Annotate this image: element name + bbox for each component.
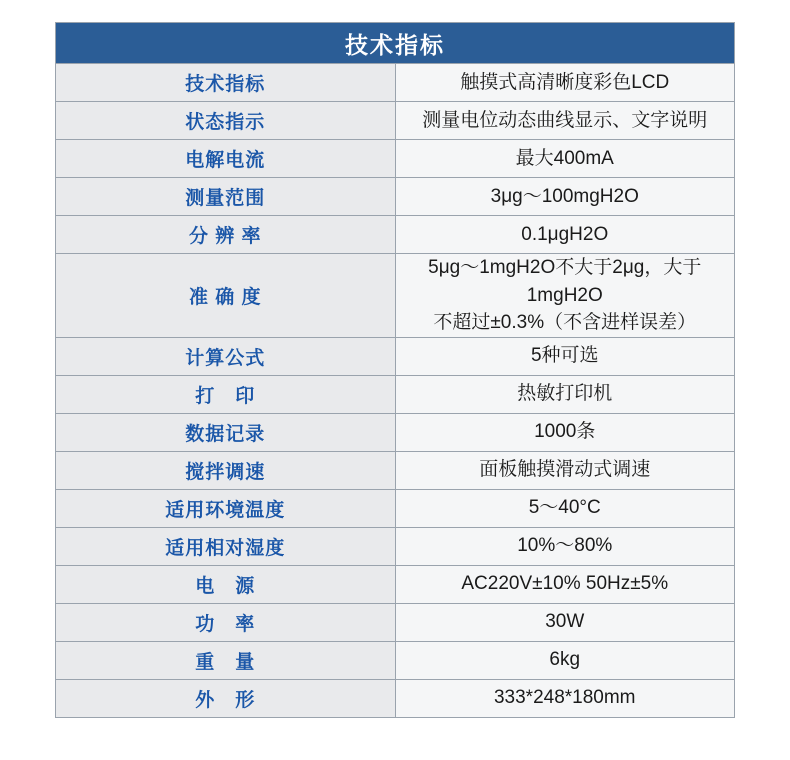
table-row bbox=[56, 216, 735, 254]
row-value: 热敏打印机 bbox=[395, 375, 735, 413]
table-row bbox=[56, 375, 735, 413]
row-label: 数据记录 bbox=[56, 413, 396, 451]
row-label: 重 量 bbox=[56, 641, 396, 679]
table-row bbox=[56, 413, 735, 451]
table-row bbox=[56, 527, 735, 565]
row-label: 测量范围 bbox=[56, 178, 396, 216]
row-label: 电解电流 bbox=[56, 140, 396, 178]
table-title: 技术指标 bbox=[56, 23, 735, 64]
row-value-line2: 不超过±0.3%（不含进样误差） bbox=[433, 312, 697, 334]
row-value: 面板触摸滑动式调速 bbox=[395, 451, 735, 489]
table-row bbox=[56, 102, 735, 140]
table-title-row bbox=[56, 23, 735, 64]
table-row bbox=[56, 641, 735, 679]
row-value: 5种可选 bbox=[395, 337, 735, 375]
row-label: 计算公式 bbox=[56, 337, 396, 375]
row-value: 最大400mA bbox=[395, 140, 735, 178]
row-label: 适用环境温度 bbox=[56, 489, 396, 527]
row-value: 5～40°C bbox=[395, 489, 735, 527]
table-body bbox=[56, 23, 735, 718]
table-row bbox=[56, 337, 735, 375]
row-label: 分 辨 率 bbox=[56, 216, 396, 254]
row-value: 1000条 bbox=[395, 413, 735, 451]
row-value: 333*248*180mm bbox=[395, 679, 735, 717]
table-row bbox=[56, 178, 735, 216]
row-value bbox=[395, 254, 735, 338]
table-row bbox=[56, 140, 735, 178]
row-value: 6kg bbox=[395, 641, 735, 679]
row-value: AC220V±10% 50Hz±5% bbox=[395, 565, 735, 603]
row-label: 适用相对湿度 bbox=[56, 527, 396, 565]
table-row bbox=[56, 679, 735, 717]
row-label: 打 印 bbox=[56, 375, 396, 413]
row-value: 3μg～100mgH2O bbox=[395, 178, 735, 216]
row-value: 30W bbox=[395, 603, 735, 641]
row-value: 触摸式高清晰度彩色LCD bbox=[395, 64, 735, 102]
table-row bbox=[56, 254, 735, 338]
table-row bbox=[56, 451, 735, 489]
row-value: 测量电位动态曲线显示、文字说明 bbox=[395, 102, 735, 140]
table-row bbox=[56, 603, 735, 641]
table-row bbox=[56, 565, 735, 603]
row-label: 状态指示 bbox=[56, 102, 396, 140]
row-label: 技术指标 bbox=[56, 64, 396, 102]
row-value: 0.1μgH2O bbox=[395, 216, 735, 254]
row-label: 外 形 bbox=[56, 679, 396, 717]
table-row bbox=[56, 489, 735, 527]
row-value: 10%～80% bbox=[395, 527, 735, 565]
table-row bbox=[56, 64, 735, 102]
row-label: 电 源 bbox=[56, 565, 396, 603]
spec-table bbox=[55, 22, 735, 718]
row-label: 搅拌调速 bbox=[56, 451, 396, 489]
row-value-line1: 5μg～1mgH2O不大于2μg，大于1mgH2O bbox=[428, 257, 702, 306]
row-label: 功 率 bbox=[56, 603, 396, 641]
row-label: 准 确 度 bbox=[56, 254, 396, 338]
